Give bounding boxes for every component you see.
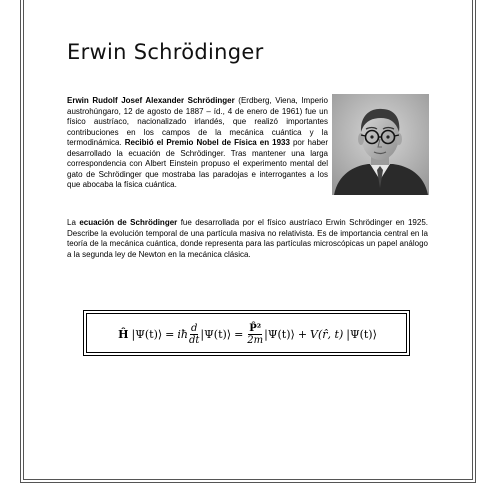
- eq-p-numerator: P̂²: [249, 322, 262, 334]
- eq-psi-1: |Ψ(t)⟩: [131, 327, 163, 341]
- portrait-illustration: [332, 94, 429, 195]
- eq-psi-2: |Ψ(t)⟩: [200, 327, 232, 341]
- eq-d-denominator: dt: [189, 334, 200, 346]
- eq-psi-4: |Ψ(t)⟩: [346, 327, 377, 341]
- bio-name: Erwin Rudolf Josef Alexander Schrödinger: [67, 96, 235, 105]
- equation-term: ecuación de Schrödinger: [79, 218, 178, 227]
- paragraph-lead: La: [67, 218, 80, 227]
- bio-text-2: por haber desarrollado la ecuación de Schrödinger. Tras mantener una larga correspondencia con Albert Einstein propuso el experimento mental del gato de Schrödinger que mostraba las paradojas e interrogantes a los que abocaba la física cuántica.: [67, 138, 329, 189]
- bio-text-1: (Erdberg, Viena, Imperio austrohúngaro, 12 de agosto de 1887 – íd., 4 de enero de 1961) fue un físico austríaco, nacionalizado irlandés, que realizó importantes contribuciones en los campos de la mecánica cuántica y la termodinámica.: [67, 96, 328, 147]
- page-title: Erwin Schrödinger: [67, 40, 264, 64]
- paragraph-text: fue desarrollada por el físico austríaco Erwin Schrödinger en 1925. Describe la evolución temporal de una partícula masiva no relativista. Es de importancia central en la teoría de la mecánica cuántica, donde representa para las partículas microscópicas un papel análogo a la segunda ley de Newton en la mecánica clásica.: [67, 218, 428, 259]
- bio-nobel-prize: Recibió el Premio Nobel de Física en 1933: [124, 138, 290, 147]
- eq-equals-2: =: [234, 327, 244, 341]
- eq-hamiltonian: Ĥ: [118, 327, 129, 341]
- eq-kinetic-fraction: [247, 323, 263, 346]
- schrodinger-equation: [92, 317, 403, 351]
- biography-paragraph: [67, 96, 328, 191]
- eq-potential: V(r̂, t): [310, 327, 344, 341]
- portrait-photo: [332, 94, 429, 195]
- eq-psi-3: |Ψ(t)⟩: [264, 327, 295, 341]
- equation-description-paragraph: [67, 218, 428, 260]
- equation-box: [83, 310, 410, 356]
- eq-d-numerator: d: [191, 322, 198, 334]
- eq-derivative-fraction: [189, 323, 199, 346]
- eq-equals-1: =: [165, 327, 175, 341]
- eq-ih: iħ: [177, 327, 188, 341]
- eq-plus: +: [297, 327, 308, 341]
- eq-p-denominator: 2m: [247, 334, 264, 346]
